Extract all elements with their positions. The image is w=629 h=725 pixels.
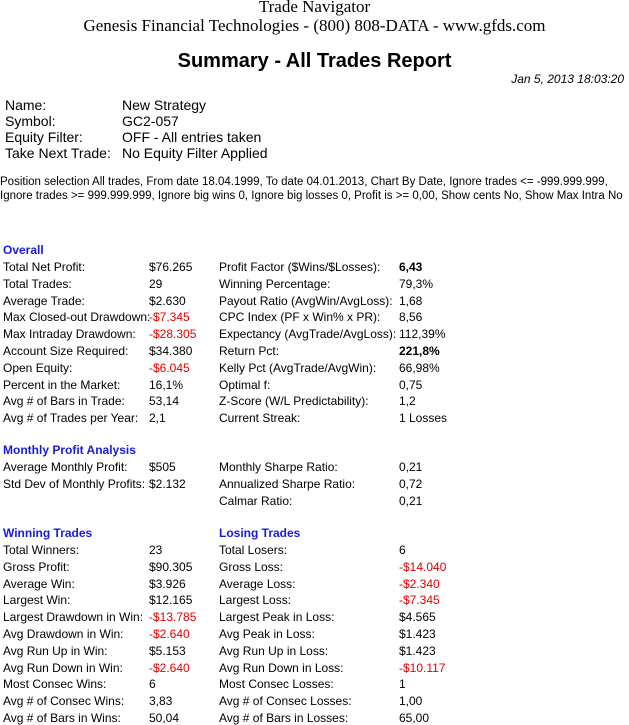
- stat-label: Expectancy (AvgTrade/AvgLoss):: [219, 327, 397, 342]
- stat-value: $5.153: [149, 643, 186, 658]
- stat-value: 50,04: [149, 711, 180, 725]
- stat-value: $4.565: [399, 610, 436, 625]
- stat-label: Total Losers:: [219, 543, 288, 557]
- stat-label: Optimal f:: [219, 377, 271, 392]
- stat-value: 0,72: [399, 476, 423, 491]
- section-monthly-title: Monthly Profit Analysis: [3, 443, 136, 457]
- stat-value: 16,1%: [149, 377, 184, 392]
- stat-value: $3.926: [149, 576, 186, 591]
- stat-label: Winning Percentage:: [219, 276, 331, 291]
- stat-value: 23: [149, 543, 163, 557]
- stat-value: 66,98%: [399, 360, 440, 375]
- stat-label: Payout Ratio (AvgWin/AvgLoss):: [219, 293, 393, 308]
- stat-label: Avg # of Bars in Trade:: [3, 394, 125, 409]
- stat-label: Largest Win:: [3, 593, 71, 608]
- stat-label: Avg Peak in Loss:: [219, 627, 315, 641]
- info-value: No Equity Filter Applied: [122, 145, 268, 161]
- stat-value: 53,14: [149, 394, 180, 409]
- app-name: Trade Navigator: [258, 0, 371, 16]
- stat-value: 6,43: [399, 260, 423, 274]
- stat-value: 0,75: [399, 377, 423, 392]
- stat-label: CPC Index (PF x Win% x PR):: [219, 310, 381, 325]
- stat-value: $12.165: [149, 593, 193, 608]
- stat-value: 6: [149, 677, 156, 692]
- stat-label: Avg # of Consec Losses:: [219, 694, 352, 709]
- stat-label: Return Pct:: [219, 344, 280, 358]
- stat-value: 221,8%: [399, 344, 440, 358]
- stat-label: Avg # of Bars in Wins:: [3, 711, 121, 725]
- company-line: Genesis Financial Technologies - (800) 808-DATA - www.gfds.com: [83, 16, 546, 35]
- stat-value: 112,39%: [399, 327, 446, 342]
- stat-value: $2.132: [149, 476, 186, 491]
- stat-label: Calmar Ratio:: [219, 493, 293, 508]
- stat-label: Average Win:: [3, 576, 75, 591]
- stat-label: Total Trades:: [3, 276, 72, 291]
- stat-label: Avg Run Down in Loss:: [219, 660, 344, 675]
- stat-label: Avg # of Trades per Year:: [3, 411, 139, 426]
- stat-value: -$13.785: [149, 610, 197, 625]
- stat-label: Largest Drawdown in Win:: [3, 610, 144, 625]
- stat-label: Avg # of Bars in Losses:: [219, 711, 349, 725]
- section-losing-title: Losing Trades: [219, 526, 301, 540]
- section-winning-title: Winning Trades: [3, 526, 93, 540]
- stat-value: 65,00: [399, 711, 430, 725]
- stat-label: Monthly Sharpe Ratio:: [219, 460, 338, 474]
- stat-label: Percent in the Market:: [3, 377, 121, 392]
- stat-label: Avg Run Up in Loss:: [219, 643, 329, 658]
- stat-value: 0,21: [399, 460, 423, 474]
- info-label: Equity Filter:: [5, 129, 83, 145]
- stat-value: 3,83: [149, 694, 173, 709]
- stat-label: Current Streak:: [219, 411, 301, 426]
- stat-label: Std Dev of Monthly Profits:: [3, 476, 146, 491]
- stat-value: -$2.340: [399, 576, 440, 591]
- section-overall-title: Overall: [3, 243, 44, 257]
- stat-value: -$28.305: [149, 327, 197, 342]
- stat-value: 29: [149, 276, 163, 291]
- stat-value: 1,68: [399, 293, 423, 308]
- stat-value: 1 Losses: [399, 411, 448, 426]
- stat-label: Max Closed-out Drawdown:: [3, 310, 151, 325]
- info-label: Take Next Trade:: [5, 145, 111, 161]
- report-title: Summary - All Trades Report: [177, 50, 452, 72]
- stat-value: -$7.345: [149, 310, 190, 325]
- stat-label: Average Monthly Profit:: [3, 460, 128, 474]
- info-label: Symbol:: [5, 113, 56, 129]
- stat-label: Z-Score (W/L Predictability):: [219, 394, 369, 409]
- info-value: GC2-057: [122, 113, 179, 129]
- stat-value: -$6.045: [149, 360, 190, 375]
- stat-label: Avg Run Down in Win:: [3, 660, 123, 675]
- stat-value: 2,1: [149, 411, 166, 426]
- stat-label: Max Intraday Drawdown:: [3, 327, 136, 342]
- stat-label: Average Trade:: [3, 293, 85, 308]
- stat-value: $1.423: [399, 643, 436, 658]
- stat-value: 1,2: [399, 394, 416, 409]
- report-datetime: Jan 5, 2013 18:03:20: [511, 72, 624, 86]
- stat-value: -$7.345: [399, 593, 440, 608]
- stat-value: -$2.640: [149, 660, 190, 675]
- stat-label: Avg Run Up in Win:: [3, 643, 108, 658]
- info-label: Name:: [5, 97, 47, 113]
- stat-value: -$14.040: [399, 559, 447, 574]
- stat-value: 1: [399, 677, 406, 692]
- info-value: New Strategy: [122, 97, 207, 113]
- stat-value: $90.305: [149, 559, 193, 574]
- stat-label: Most Consec Wins:: [3, 677, 107, 692]
- stat-value: 0,21: [399, 493, 423, 508]
- stat-label: Total Net Profit:: [3, 260, 86, 274]
- stat-label: Open Equity:: [3, 360, 73, 375]
- stat-value: 1,00: [399, 694, 423, 709]
- stat-label: Gross Profit:: [3, 559, 70, 574]
- stat-label: Largest Peak in Loss:: [219, 610, 335, 625]
- stat-label: Gross Loss:: [219, 559, 284, 574]
- stat-label: Annualized Sharpe Ratio:: [219, 476, 356, 491]
- stat-value: 79,3%: [399, 276, 434, 291]
- stat-value: -$2.640: [149, 627, 190, 641]
- stat-value: $76.265: [149, 260, 193, 274]
- stat-label: Avg Drawdown in Win:: [3, 627, 124, 641]
- stat-label: Profit Factor ($Wins/$Losses):: [219, 260, 381, 274]
- selection-line-2: Ignore trades >= 999.999.999, Ignore big wins 0, Ignore big losses 0, Profit is >= 0,00, Show cents No, Show Max Intra No: [0, 190, 623, 202]
- stat-label: Most Consec Losses:: [219, 677, 334, 692]
- stat-value: 6: [399, 543, 406, 557]
- stat-value: $1.423: [399, 627, 436, 641]
- stat-label: Largest Loss:: [219, 593, 292, 608]
- stat-label: Average Loss:: [219, 576, 296, 591]
- stat-value: $2.630: [149, 293, 186, 308]
- stat-value: -$10.117: [399, 660, 446, 675]
- info-value: OFF - All entries taken: [122, 129, 262, 145]
- selection-line-1: Position selection All trades, From date 18.04.1999, To date 04.01.2013, Chart By Date, Ignore trades <= -999.999.999,: [0, 176, 608, 188]
- stat-value: 8,56: [399, 310, 423, 325]
- stat-label: Avg # of Consec Wins:: [3, 694, 125, 709]
- stat-value: $34.380: [149, 344, 193, 358]
- stat-label: Account Size Required:: [3, 344, 129, 358]
- stat-value: $505: [149, 460, 176, 474]
- stat-label: Kelly Pct (AvgTrade/AvgWin):: [219, 360, 377, 375]
- stat-label: Total Winners:: [3, 543, 80, 557]
